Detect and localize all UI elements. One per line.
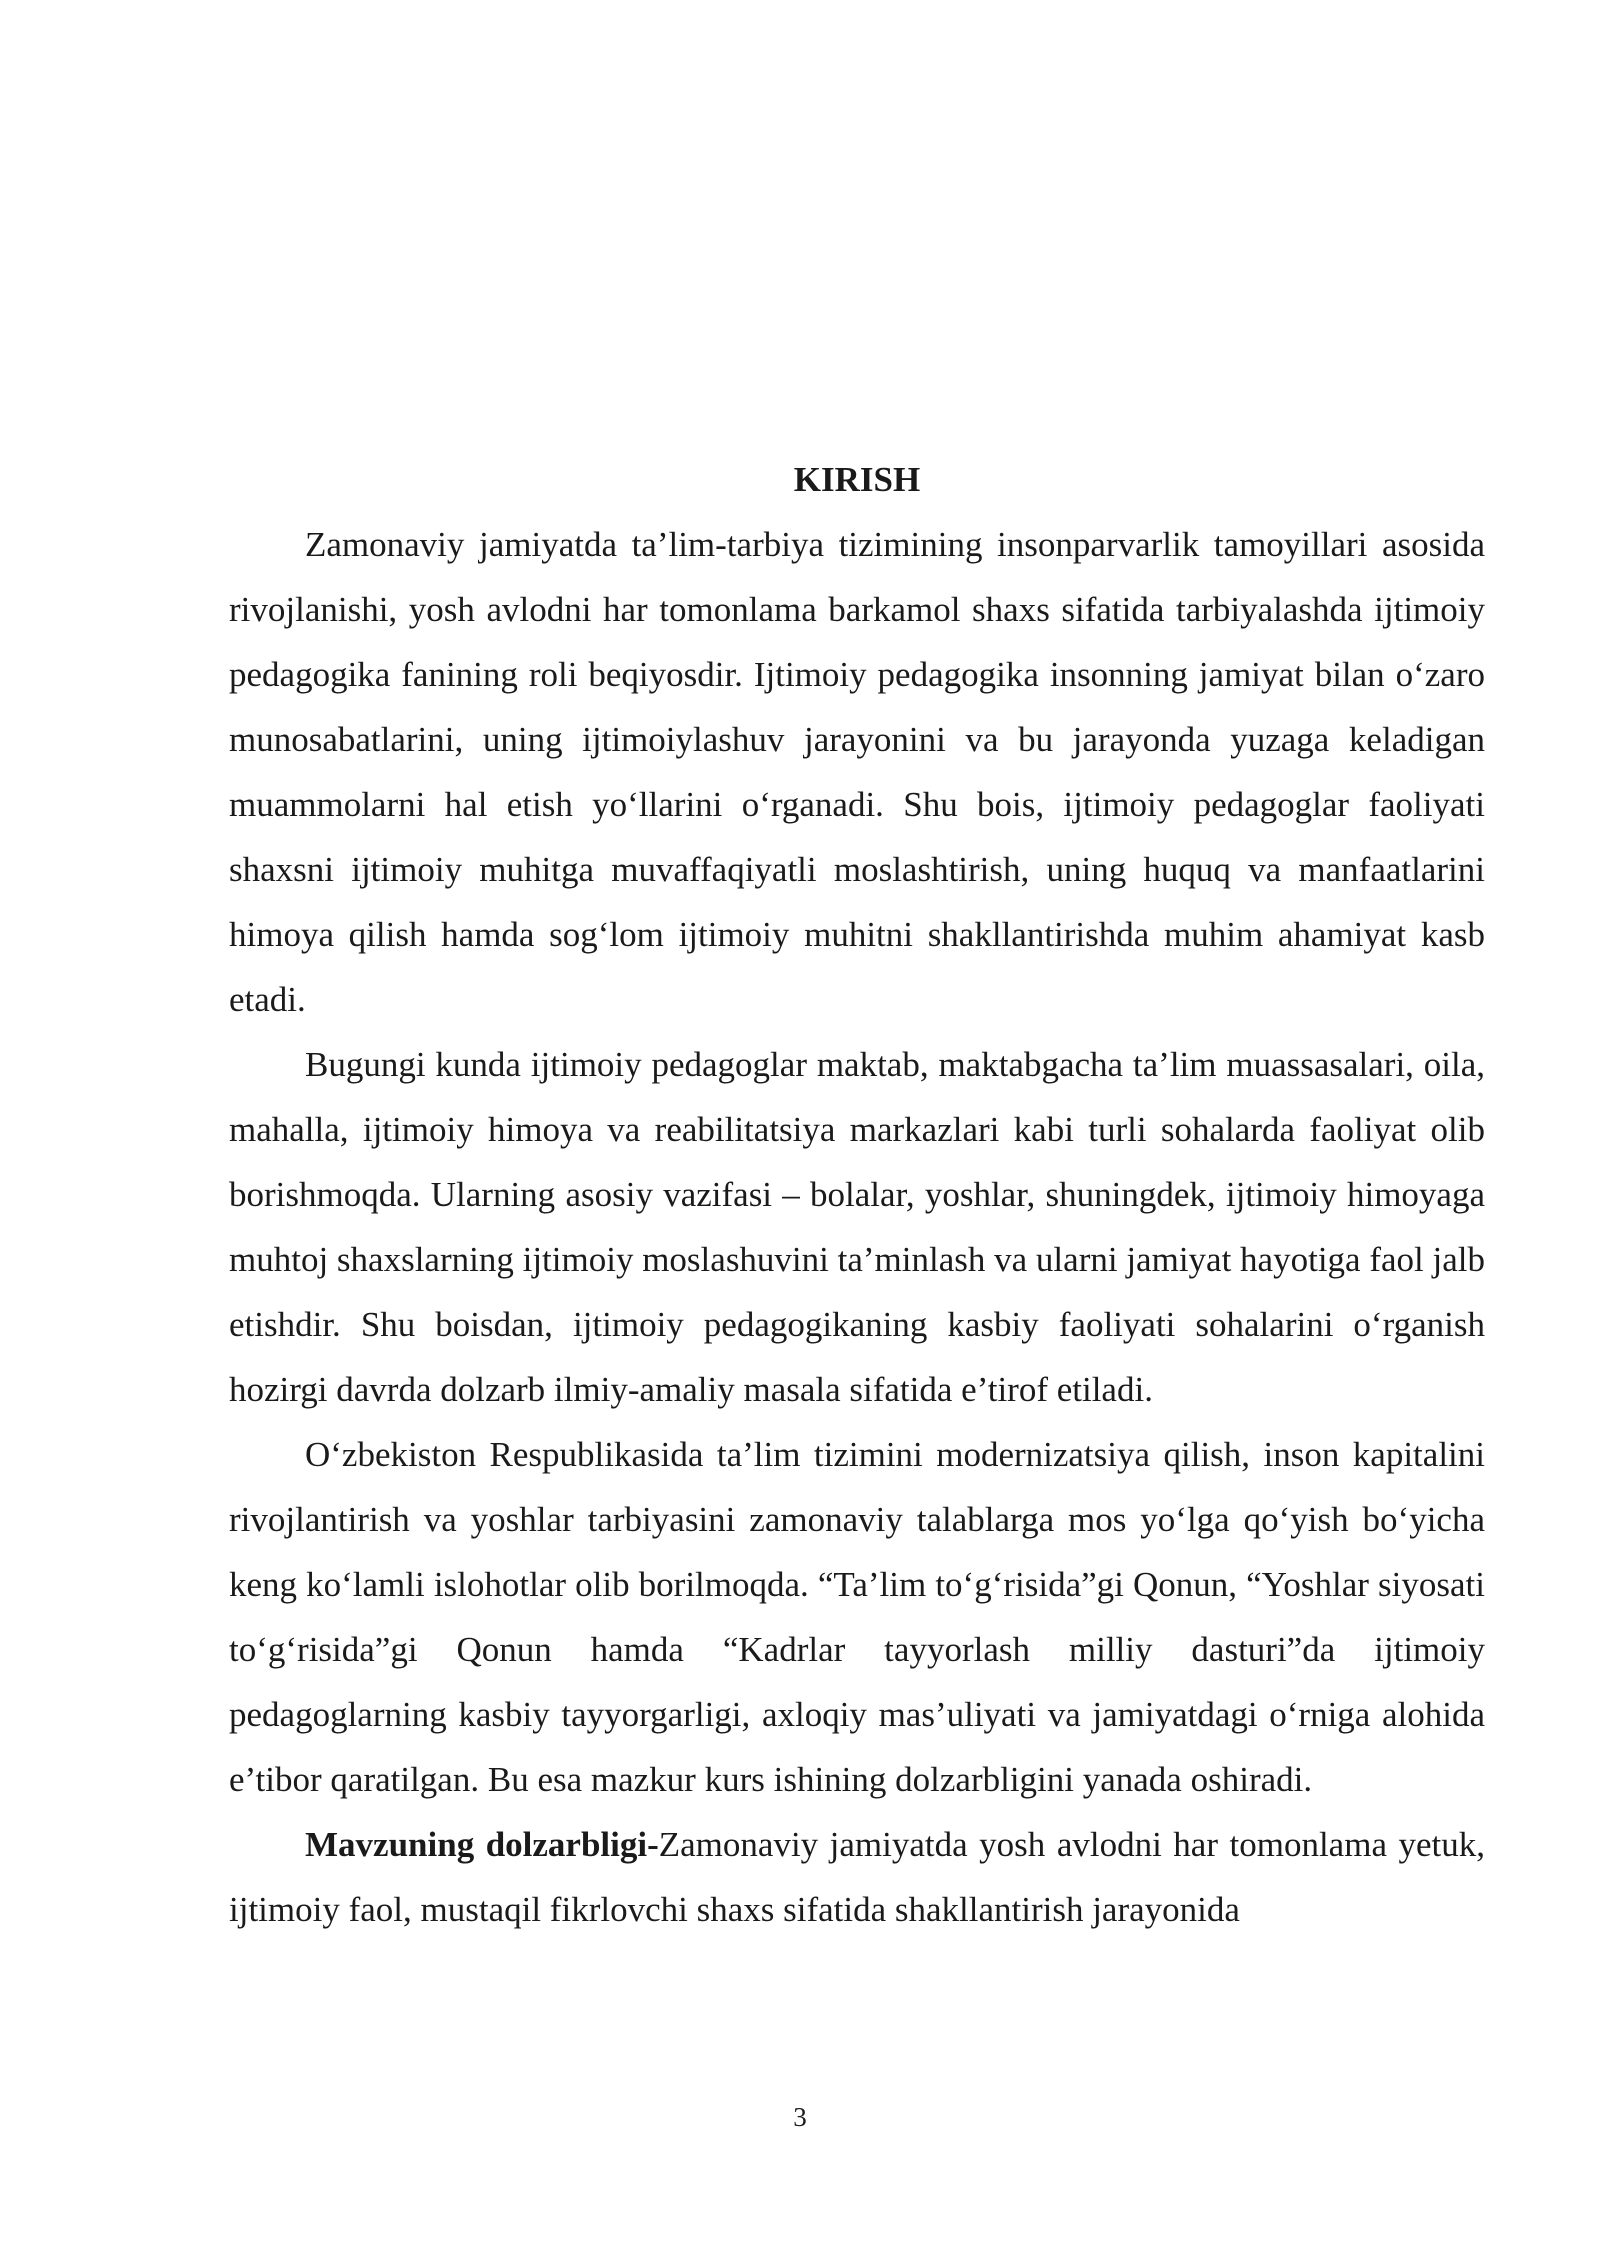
page-body bbox=[229, 447, 1485, 1942]
paragraph-2-text: Bugungi kunda ijtimoiy pedagoglar maktab, maktabgacha ta’lim muassasalari, oila, mahalla, ijtimoiy himoya va reabilitatsiya markazlari kabi turli sohalarda faoliyat olib borishmoqda. Ularning asosiy vazifasi – bolalar, yoshlar, shuningdek, ijtimoiy himoyaga muhtoj shaxslarning ijtimoiy moslashuvini ta’minlash va ularni jamiyat hayotiga faol jalb etishdir. Shu boisdan, ijtimoiy pedagogikaning kasbiy faoliyati sohalarini o‘rganish hozirgi davrda dolzarb ilmiy-amaliy masala sifatida e’tirof etiladi. bbox=[229, 1045, 1485, 1409]
paragraph-4 bbox=[229, 1812, 1485, 1942]
page-number: 3 bbox=[793, 2102, 807, 2132]
paragraph-1-text: Zamonaviy jamiyatda ta’lim-tarbiya tizimining insonparvarlik tamoyillari asosida rivojlanishi, yosh avlodni har tomonlama barkamol shaxs sifatida tarbiyalashda ijtimoiy pedagogika fanining roli beqiyosdir. Ijtimoiy pedagogika insonning jamiyat bilan o‘zaro munosabatlarini, uning ijtimoiylashuv jarayonini va bu jarayonda yuzaga keladigan muammolarni hal etish yo‘llarini o‘rganadi. Shu bois, ijtimoiy pedagoglar faoliyati shaxsni ijtimoiy muhitga muvaffaqiyatli moslashtirish, uning huquq va manfaatlarini himoya qilish hamda sog‘lom ijtimoiy muhitni shakllantirishda muhim ahamiyat kasb etadi. bbox=[229, 525, 1485, 1019]
paragraph-1 bbox=[229, 512, 1485, 1032]
paragraph-2 bbox=[229, 1032, 1485, 1422]
paragraph-4-text: Zamonaviy jamiyatda yosh avlodni har tomonlama yetuk, ijtimoiy faol, mustaqil fikrlovchi shaxs sifatida shakllantirish jarayonida bbox=[229, 1825, 1485, 1929]
paragraph-3-text: O‘zbekiston Respublikasida ta’lim tizimini modernizatsiya qilish, inson kapitalini rivojlantirish va yoshlar tarbiyasini zamonaviy talablarga mos yo‘lga qo‘yish bo‘yicha keng ko‘lamli islohotlar olib borilmoqda. “Ta’lim to‘g‘risida”gi Qonun, “Yoshlar siyosati to‘g‘risida”gi Qonun hamda “Kadrlar tayyorlash milliy dasturi”da ijtimoiy pedagoglarning kasbiy tayyorgarligi, axloqiy mas’uliyati va jamiyatdagi o‘rniga alohida e’tibor qaratilgan. Bu esa mazkur kurs ishining dolzarbligini yanada oshiradi. bbox=[229, 1435, 1485, 1799]
paragraph-3 bbox=[229, 1422, 1485, 1812]
paragraph-4-lead: Mavzuning dolzarbligi- bbox=[305, 1825, 659, 1864]
section-heading: KIRISH bbox=[793, 460, 921, 499]
